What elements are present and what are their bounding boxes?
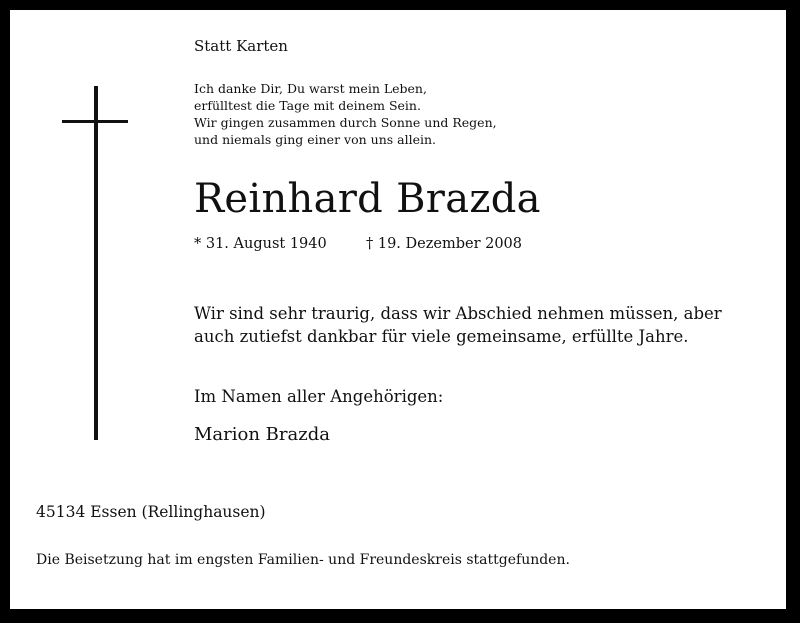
birth-date: * 31. August 1940 bbox=[194, 236, 327, 252]
signoff: Im Namen aller Angehörigen: bbox=[194, 387, 444, 406]
poem bbox=[194, 80, 497, 148]
notice-header: Statt Karten bbox=[194, 37, 288, 55]
poem-line: Ich danke Dir, Du warst mein Leben, bbox=[194, 81, 427, 96]
poem-line: erfülltest die Tage mit deinem Sein. bbox=[194, 98, 421, 113]
poem-line: und niemals ging einer von uns allein. bbox=[194, 132, 436, 147]
address: 45134 Essen (Rellinghausen) bbox=[36, 503, 266, 521]
poem-line: Wir gingen zusammen durch Sonne und Regen, bbox=[194, 115, 497, 130]
message-line: auch zutiefst dankbar für viele gemeinsame, erfüllte Jahre. bbox=[194, 327, 689, 346]
cross-icon-horizontal bbox=[62, 120, 128, 123]
funeral-note: Die Beisetzung hat im engsten Familien- und Freundeskreis stattgefunden. bbox=[36, 552, 570, 568]
message-line: Wir sind sehr traurig, dass wir Abschied nehmen müssen, aber bbox=[194, 304, 722, 323]
obituary-card bbox=[10, 10, 786, 609]
cross-icon-vertical bbox=[94, 86, 98, 440]
death-date: † 19. Dezember 2008 bbox=[366, 236, 523, 252]
message bbox=[194, 302, 722, 348]
deceased-name: Reinhard Brazda bbox=[194, 176, 541, 222]
signer-name: Marion Brazda bbox=[194, 424, 330, 445]
